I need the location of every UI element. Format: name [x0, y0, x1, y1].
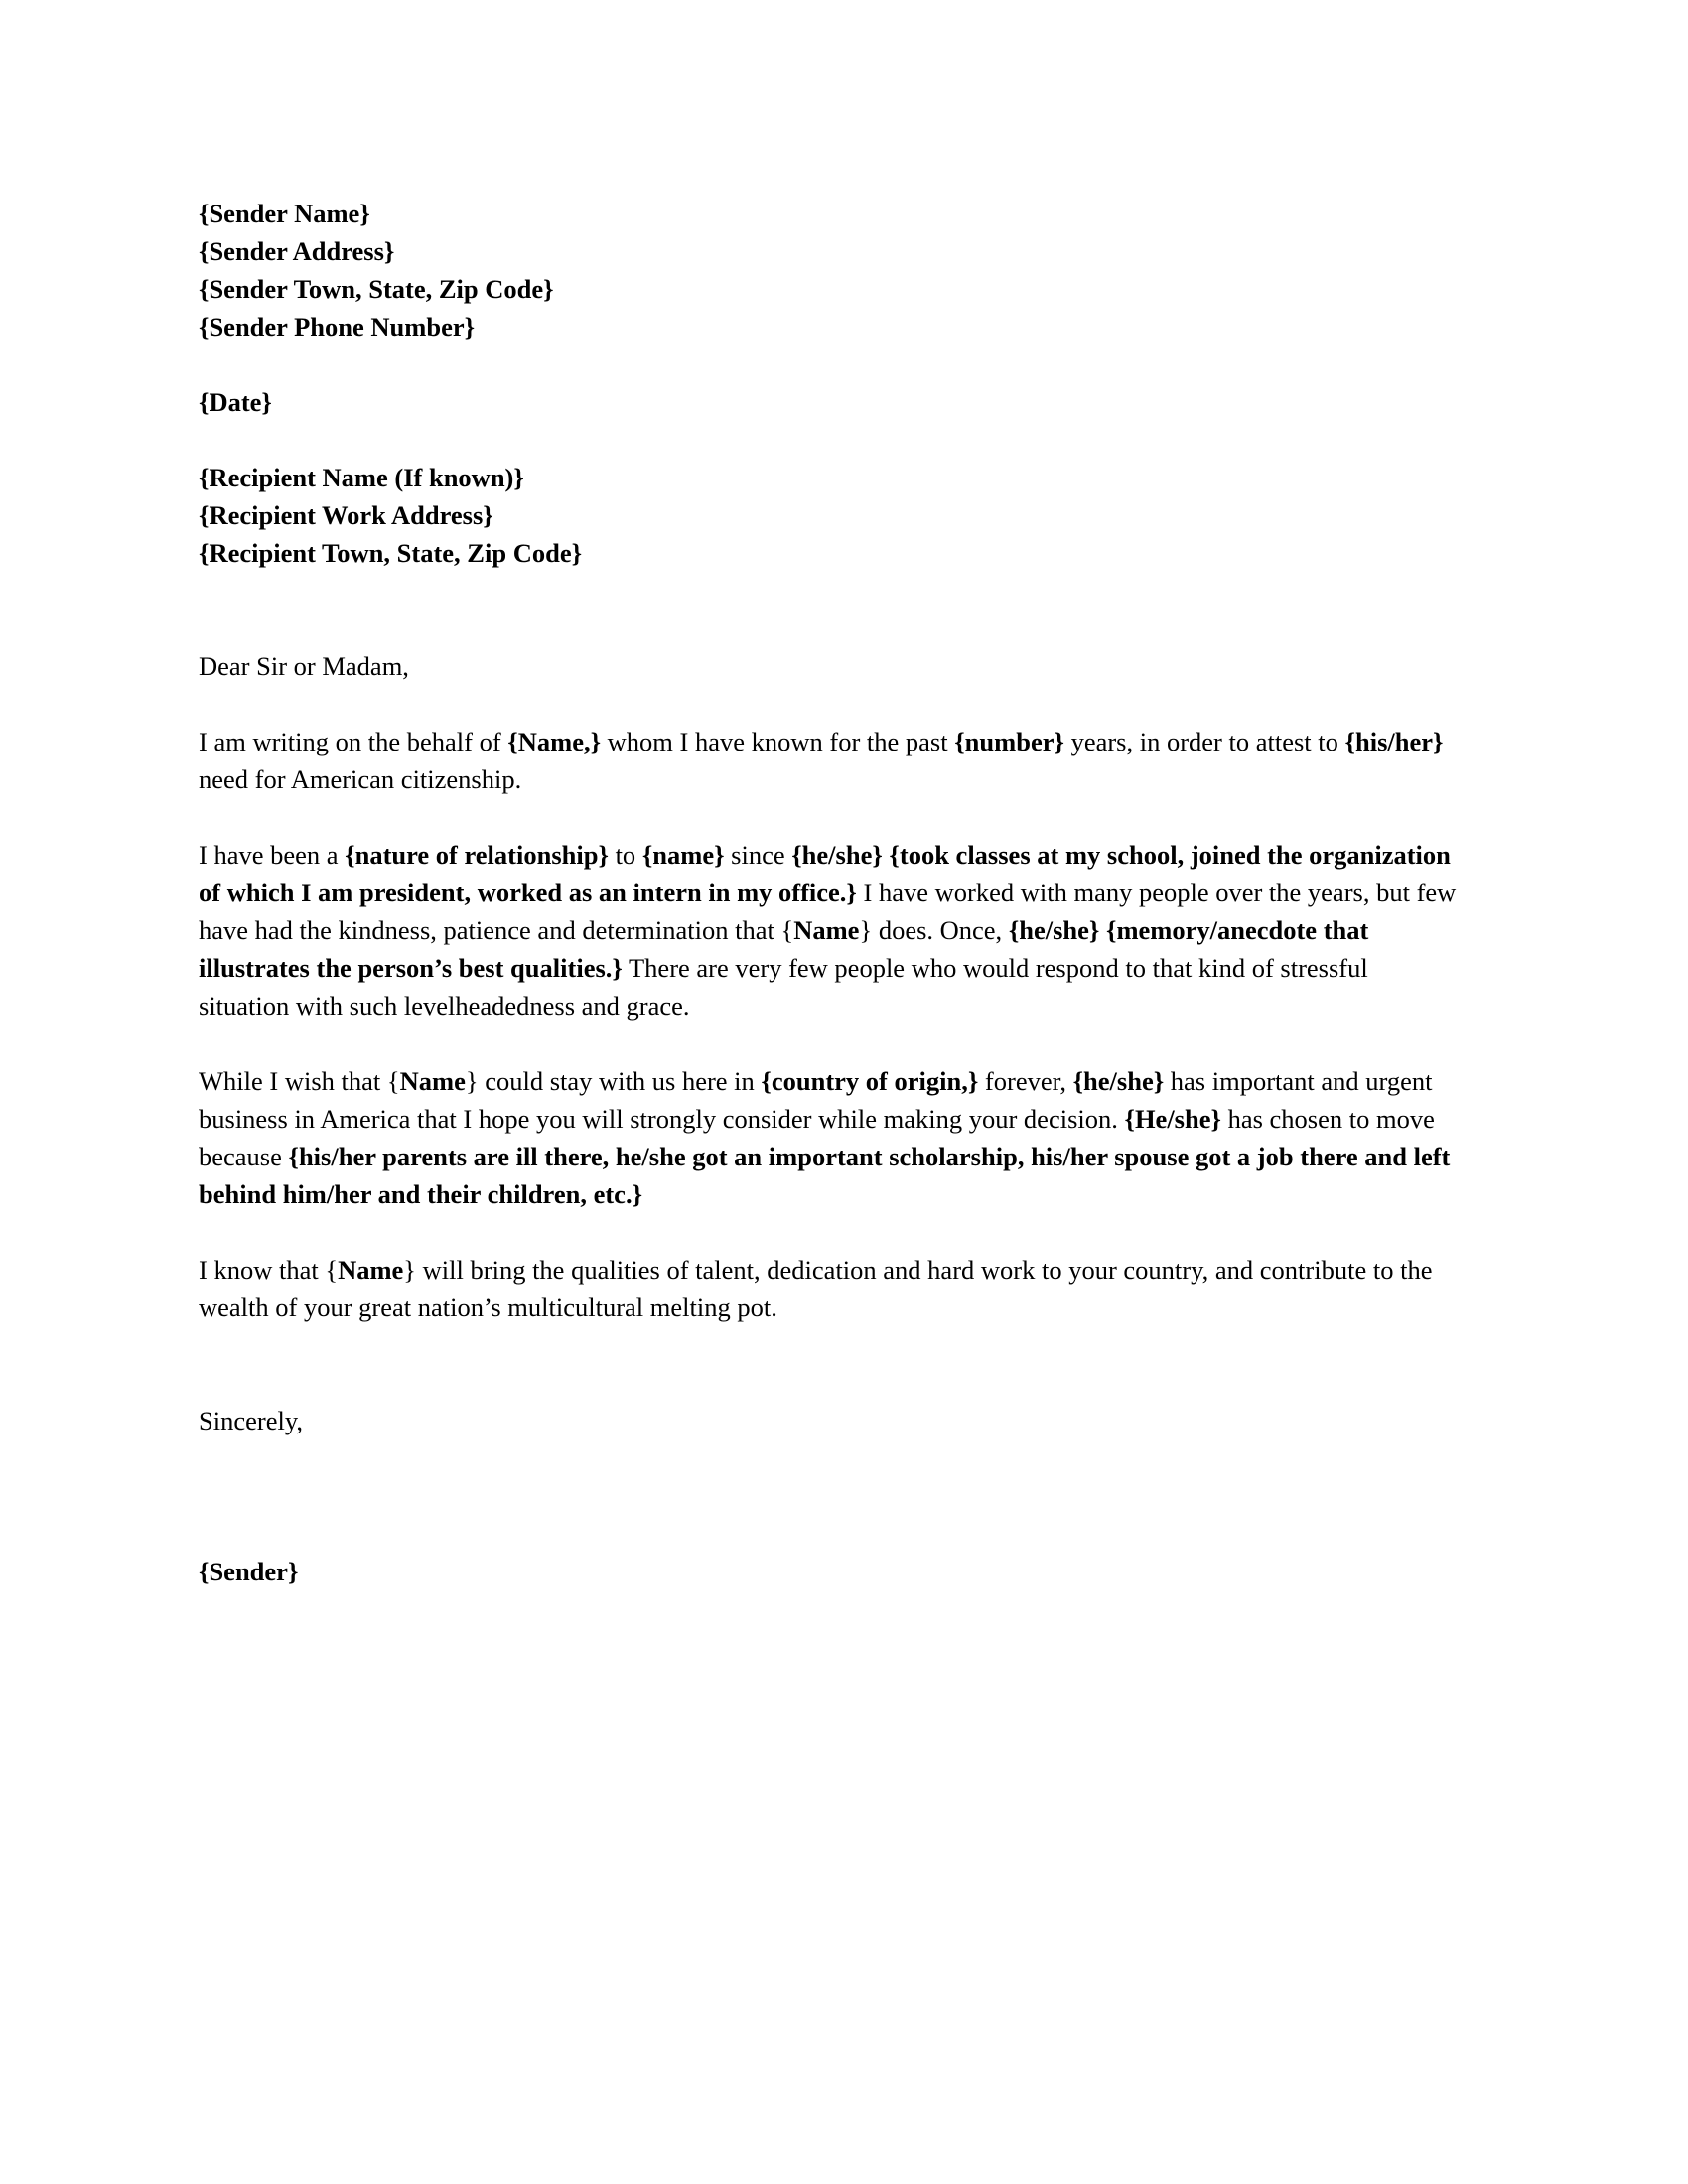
paragraph-3	[199, 1062, 1462, 1213]
p2-placeholder-name: {name}	[641, 840, 725, 870]
sender-signature-line: {Sender}	[199, 1557, 299, 1586]
date-line: {Date}	[199, 387, 272, 417]
p3-placeholder-name: Name	[399, 1066, 466, 1096]
recipient-name-line: {Recipient Name (If known)}	[199, 463, 524, 492]
p3-placeholder-he-she-cap: {He/she}	[1124, 1104, 1221, 1134]
p1-placeholder-number: {number}	[954, 727, 1064, 756]
p1-placeholder-name: {Name,}	[507, 727, 602, 756]
p3-text-1: While I wish that	[199, 1066, 387, 1096]
p2-text-7	[1099, 915, 1106, 945]
p2-text-6: does. Once,	[872, 915, 1009, 945]
spacer-after-date-block	[199, 421, 1462, 459]
p1-text-2: whom I have known for the past	[601, 727, 955, 756]
spacer-after-salutation	[199, 685, 1462, 723]
spacer-after-sender-block	[199, 345, 1462, 383]
p3-placeholder-reasons: {his/her parents are ill there, he/she got an important scholarship, his/her spouse got a job there and left behind him/her and their children, etc.}	[199, 1142, 1451, 1209]
p1-text-4: need for American citizenship.	[199, 764, 522, 794]
p4-text-2: will bring the qualities of talent, dedication and hard work to your country, and contribute to the wealth of your great nation’s multicultural melting pot.	[199, 1255, 1433, 1322]
p1-text-3: years, in order to attest to	[1063, 727, 1345, 756]
p2-text-3: since	[724, 840, 792, 870]
paragraph-2	[199, 836, 1462, 1024]
p2-brace-close: }	[859, 915, 873, 945]
spacer-before-salutation	[199, 572, 1462, 647]
p2-text-8: There are very few people who would respond to that kind of stressful situation with such levelheadedness and grace.	[199, 953, 1368, 1021]
paragraph-1	[199, 723, 1462, 798]
recipient-address-block	[199, 459, 1462, 572]
p2-text-1: I have been a	[199, 840, 346, 870]
signature-space	[199, 1439, 1462, 1553]
p1-text-1: I am writing on the behalf of	[199, 727, 508, 756]
p3-placeholder-he-she: {he/she}	[1072, 1066, 1165, 1096]
spacer-after-paragraph-2	[199, 1024, 1462, 1062]
salutation-line: Dear Sir or Madam,	[199, 651, 409, 681]
p3-text-2: could stay with us here in	[478, 1066, 762, 1096]
spacer-after-paragraph-1	[199, 798, 1462, 836]
signoff-line: Sincerely,	[199, 1406, 303, 1435]
p3-brace-open: {	[386, 1066, 400, 1096]
p2-placeholder-context: {took classes at my school, joined the organization of which I am president, worked as an intern in my office.}	[199, 840, 1451, 907]
p4-brace-open: {	[325, 1255, 339, 1285]
p3-text-3: forever,	[978, 1066, 1073, 1096]
p2-placeholder-he-she-2: {he/she}	[1008, 915, 1100, 945]
p4-brace-close: }	[403, 1255, 417, 1285]
date-block	[199, 383, 1462, 421]
letter-body	[199, 195, 1462, 1590]
p2-placeholder-relationship: {nature of relationship}	[345, 840, 609, 870]
paragraph-4	[199, 1251, 1462, 1326]
p3-brace-close: }	[465, 1066, 479, 1096]
p1-placeholder-his-her: {his/her}	[1344, 727, 1444, 756]
sender-address-line: {Sender Address}	[199, 236, 395, 266]
p2-placeholder-name-2: Name	[793, 915, 860, 945]
p2-text-5: I have worked with many people over the years, but few have had the kindness, patience and determination that	[199, 878, 1457, 945]
sender-address-block	[199, 195, 1462, 345]
sender-name-line: {Sender Name}	[199, 199, 370, 228]
p2-placeholder-anecdote: {memory/anecdote that illustrates the person’s best qualities.}	[199, 915, 1369, 983]
p2-placeholder-he-she: {he/she}	[791, 840, 883, 870]
p3-text-4: has important and urgent business in America that I hope you will strongly consider while making your decision.	[199, 1066, 1433, 1134]
p2-text-2: to	[608, 840, 642, 870]
sender-town-state-zip-line: {Sender Town, State, Zip Code}	[199, 274, 554, 304]
recipient-town-state-zip-line: {Recipient Town, State, Zip Code}	[199, 538, 583, 568]
p4-text-1: I know that	[199, 1255, 326, 1285]
p2-brace-open: {	[780, 915, 794, 945]
p3-placeholder-country: {country of origin,}	[761, 1066, 979, 1096]
spacer-after-paragraph-3	[199, 1213, 1462, 1251]
recipient-work-address-line: {Recipient Work Address}	[199, 500, 493, 530]
sender-phone-line: {Sender Phone Number}	[199, 312, 476, 341]
p3-text-5: has chosen to move because	[199, 1104, 1435, 1171]
p4-placeholder-name: Name	[338, 1255, 404, 1285]
spacer-before-signoff	[199, 1326, 1462, 1402]
